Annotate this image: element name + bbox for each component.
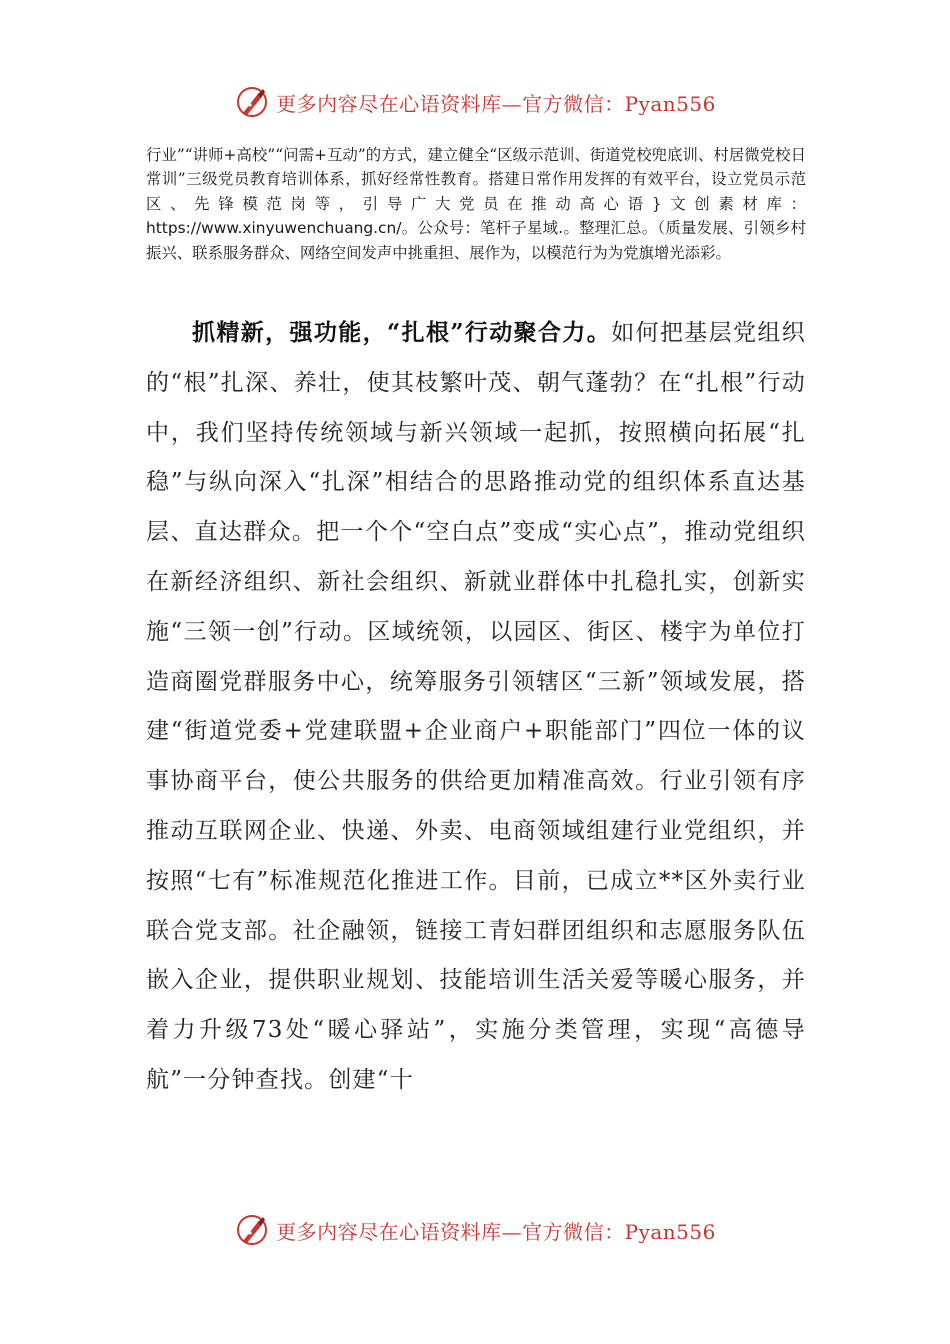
main-paragraph-lead: 抓精新，强功能，“扎根”行动聚合力。 <box>192 319 612 346</box>
pen-nib-logo-icon <box>234 84 270 120</box>
intro-paragraph <box>146 143 806 265</box>
pen-nib-logo-icon <box>234 1212 270 1248</box>
main-paragraph <box>146 308 806 1106</box>
intro-text-before-url: 行业”“讲师+高校”“问需+互动”的方式，建立健全“区级示范训、街道党校兜底训、村居微党校日常训”三级党员教育培训体系，抓好经常性教育。搭建日常作用发挥的有效平台，设立党员示范区、先锋模范岗等，引导广大党员在推动高心语}文创素材库： <box>146 146 806 213</box>
footer-banner <box>0 1210 950 1250</box>
main-paragraph-body: 如何把基层党组织的“根”扎深、养壮，使其枝繁叶茂、朝气蓬勃？在“扎根”行动中，我们坚持传统领域与新兴领域一起抓，按照横向拓展“扎稳”与纵向深入“扎深”相结合的思路推动党的组织体系直达基层、直达群众。把一个个“空白点”变成“实心点”，推动党组织在新经济组织、新社会组织、新就业群体中扎稳扎实，创新实施“三领一创”行动。区域统领，以园区、街区、楼宇为单位打造商圈党群服务中心，统筹服务引领辖区“三新”领域发展，搭建“街道党委+党建联盟+企业商户+职能部门”四位一体的议事协商平台，使公共服务的供给更加精准高效。行业引领有序推动互联网企业、快递、外卖、电商领域组建行业党组织，并按照“七有”标准规范化推进工作。目前，已成立**区外卖行业联合党支部。社企融领，链接工青妇群团组织和志愿服务队伍嵌入企业，提供职业规划、技能培训生活关爱等暖心服务，并着力升级73处“暖心驿站”，实施分类管理，实现“高德导航”一分钟查找。创建“十 <box>146 320 806 1093</box>
intro-text-after-url: 。公众号：笔杆子星域.。整理汇总。（质量发展、引领乡村振兴、联系服务群众、网络空间发声中挑重担、展作为，以模范行为为党旗增光添彩。 <box>146 219 806 262</box>
intro-url-link[interactable]: https://www.xinyuwenchuang.cn/ <box>146 219 402 238</box>
footer-banner-text: 更多内容尽在心语资料库—官方微信：Pyan556 <box>276 1219 716 1244</box>
header-banner <box>0 82 950 122</box>
header-banner-text: 更多内容尽在心语资料库—官方微信：Pyan556 <box>276 91 716 116</box>
